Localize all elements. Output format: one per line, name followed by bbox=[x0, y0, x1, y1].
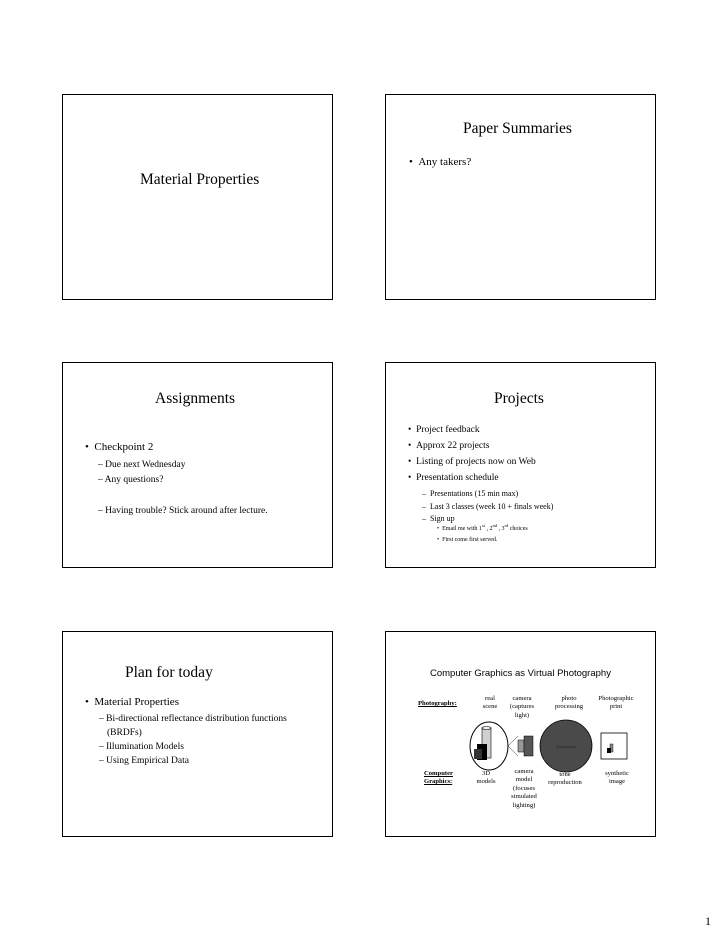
photo-col-real-scene: real scene bbox=[482, 695, 498, 711]
bullet-item: • Material Properties bbox=[85, 696, 179, 708]
slide-title: Computer Graphics as Virtual Photography bbox=[430, 668, 611, 679]
slide-title: Projects bbox=[494, 390, 544, 407]
sub-item: – Due next Wednesday bbox=[98, 460, 186, 470]
graphics-col-3d-models: 3D models bbox=[476, 770, 496, 786]
bullet-item: • Any takers? bbox=[409, 156, 472, 168]
camera-icon bbox=[518, 736, 533, 756]
processing-circle-icon bbox=[540, 720, 592, 772]
sub-item: – Having trouble? Stick around after lecture. bbox=[98, 506, 268, 516]
light-ray bbox=[508, 746, 518, 756]
photography-label: Photography: bbox=[418, 700, 457, 707]
slide-title: Plan for today bbox=[125, 664, 213, 681]
sub-item-continuation: (BRDFs) bbox=[107, 728, 142, 738]
slide-title: Assignments bbox=[155, 390, 236, 407]
graphics-col-synthetic: synthetic image bbox=[605, 770, 629, 786]
bullet-item: • Presentation schedule bbox=[408, 473, 499, 483]
page-number: 1 bbox=[705, 914, 711, 928]
photo-col-camera: camera (captures light) bbox=[509, 695, 535, 719]
sub-sub-item: • Email me with 1st , 2nd , 3rd choices bbox=[437, 523, 528, 532]
slide-title: Paper Summaries bbox=[463, 120, 572, 137]
bullet-item: • Project feedback bbox=[408, 425, 480, 435]
sub-item: – Using Empirical Data bbox=[99, 756, 189, 766]
graphics-col-camera-model: camera model (focuses simulated lighting) bbox=[511, 768, 537, 809]
sub-item: – Any questions? bbox=[98, 475, 164, 485]
bullet-dot: • bbox=[409, 156, 413, 168]
sub-item: – Presentations (15 min max) bbox=[422, 489, 519, 498]
sub-sub-item: • First come first served. bbox=[437, 537, 498, 543]
bullet-item: • Checkpoint 2 bbox=[85, 441, 154, 453]
slide-assignments bbox=[62, 362, 333, 568]
slide-plan-for-today bbox=[62, 631, 333, 837]
photo-col-processing: photo processing bbox=[554, 695, 584, 711]
sub-item: – Last 3 classes (week 10 + finals week) bbox=[422, 502, 554, 511]
slide-paper-summaries bbox=[385, 94, 656, 300]
light-ray bbox=[508, 736, 518, 746]
sub-item: – Illumination Models bbox=[99, 742, 184, 752]
photo-col-print: Photographic print bbox=[598, 695, 634, 711]
slide-title: Material Properties bbox=[140, 171, 260, 188]
slide-material-properties bbox=[62, 94, 333, 300]
sub-item: – Sign up bbox=[422, 514, 455, 523]
sub-item: – Bi-directional reflectance distribution functions bbox=[99, 714, 287, 724]
processing-circle-text: processing bbox=[556, 744, 576, 749]
real-scene-icon bbox=[470, 722, 508, 770]
photographic-print-icon bbox=[601, 733, 627, 759]
bullet-item: • Listing of projects now on Web bbox=[408, 457, 536, 467]
graphics-label: Computer Graphics: bbox=[424, 770, 453, 786]
slide-projects bbox=[385, 362, 656, 568]
bullet-item: • Approx 22 projects bbox=[408, 441, 490, 451]
graphics-col-tone: tone reproduction bbox=[548, 771, 582, 787]
slide-virtual-photography bbox=[385, 631, 656, 837]
